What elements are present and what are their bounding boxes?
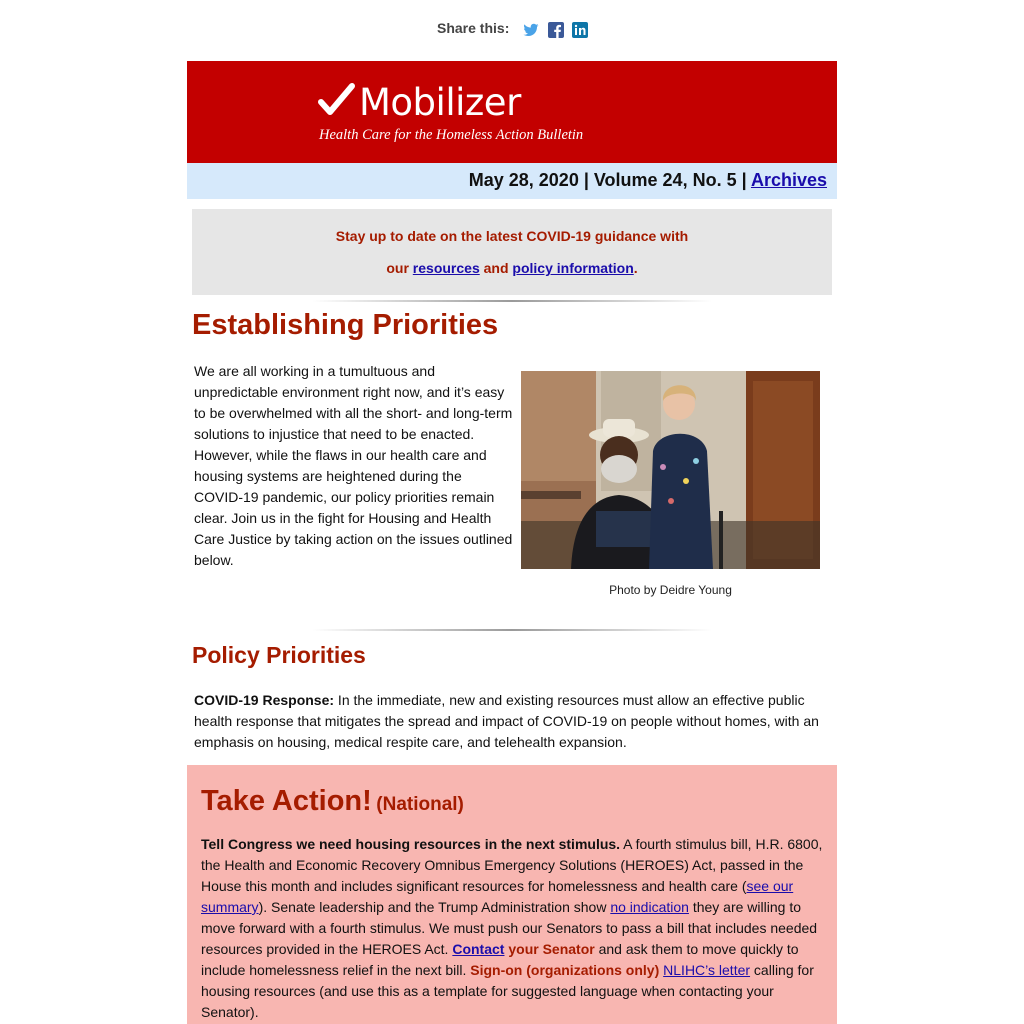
take-action-text4: and ask them to move quickly to include homelessness relief in the next bill. (201, 941, 799, 978)
take-action-box (187, 765, 837, 1024)
take-action-title: Take Action! (201, 785, 372, 817)
your-senator-text: your Senator (504, 941, 595, 957)
no-indication-link[interactable]: no indication (610, 899, 689, 915)
facebook-icon[interactable] (548, 22, 564, 38)
take-action-text1: A fourth stimulus bill, H.R. 6800, the Health and Economic Recovery Omnibus Emergency Solutions (HEROES) Act, passed in the House this month and includes significant resources for homelessness and health care ( (201, 836, 823, 894)
contact-link[interactable]: Contact (452, 941, 505, 957)
see-summary-link[interactable]: see our summary (201, 878, 794, 915)
header-banner (187, 61, 837, 163)
covid-response-text: In the immediate, new and existing resources must allow an effective public health response that mitigates the spread and impact of COVID-19 on people without homes, with an emphasis on housing, medical respite care, and telehealth expansion. (194, 692, 819, 750)
covid-notice-line2 (192, 260, 832, 276)
take-action-body (201, 834, 825, 1023)
covid-notice-line1: Stay up to date on the latest COVID-19 guidance with (335, 228, 689, 244)
article-intro: We are all working in a tumultuous and unpredictable environment right now, and it’s easy to be overwhelmed with all the short- and long-term solutions to injustice that need to be enacted. However, while the flaws in our health care and housing systems are heightened during the COVID-19 pandemic, our policy priorities remain clear. Join us in the fight for Housing and Health Care Justice by taking action on the issues outlined below. (194, 363, 513, 568)
archives-link[interactable]: Archives (750, 170, 827, 190)
banner-title: Mobilizer (359, 81, 521, 124)
issue-info: May 28, 2020 | Volume 24, No. 5 | (468, 170, 751, 190)
sign-on-text: Sign-on (organizations only) (470, 962, 660, 978)
covid-notice-middle: and (479, 260, 513, 276)
policy-information-link[interactable]: policy information (512, 260, 634, 276)
share-label: Share this: (437, 20, 510, 36)
photo-caption: Photo by Deidre Young (609, 583, 732, 597)
dateline-bar (187, 163, 837, 199)
take-action-text2: ). Senate leadership and the Trump Administration show (258, 899, 611, 915)
covid-response-label: COVID-19 Response: (194, 692, 335, 708)
take-action-lead: Tell Congress we need housing resources in the next stimulus. (201, 836, 621, 852)
dateline-text (469, 170, 827, 191)
nlihc-letter-link[interactable]: NLIHC’s letter (663, 962, 751, 978)
section-divider (312, 629, 712, 631)
covid-notice-suffix: . (633, 260, 638, 276)
checkmark-icon (317, 80, 357, 120)
covid-notice-prefix: our (386, 260, 413, 276)
share-bar (0, 0, 1024, 60)
article-heading: Establishing Priorities (192, 309, 499, 341)
photo-image (521, 371, 820, 569)
take-action-scope: (National) (376, 794, 464, 815)
take-action-text3: they are willing to move forward with a fourth stimulus. We must push our Senators to pass a bill that includes needed resources provided in the HEROES Act. (201, 899, 818, 957)
banner-subtitle: Health Care for the Homeless Action Bulletin (319, 127, 584, 143)
linkedin-icon[interactable] (572, 22, 588, 38)
twitter-icon[interactable] (523, 22, 539, 38)
covid-notice (192, 209, 832, 295)
section-divider (312, 300, 712, 302)
policy-heading: Policy Priorities (192, 642, 366, 668)
covid-response-paragraph (194, 690, 824, 753)
take-action-heading (201, 785, 464, 818)
resources-link[interactable]: resources (412, 260, 480, 276)
take-action-text5: calling for housing resources (and use this as a template for suggested language when contacting your Senator). (201, 962, 814, 1020)
article-photo (521, 371, 820, 569)
